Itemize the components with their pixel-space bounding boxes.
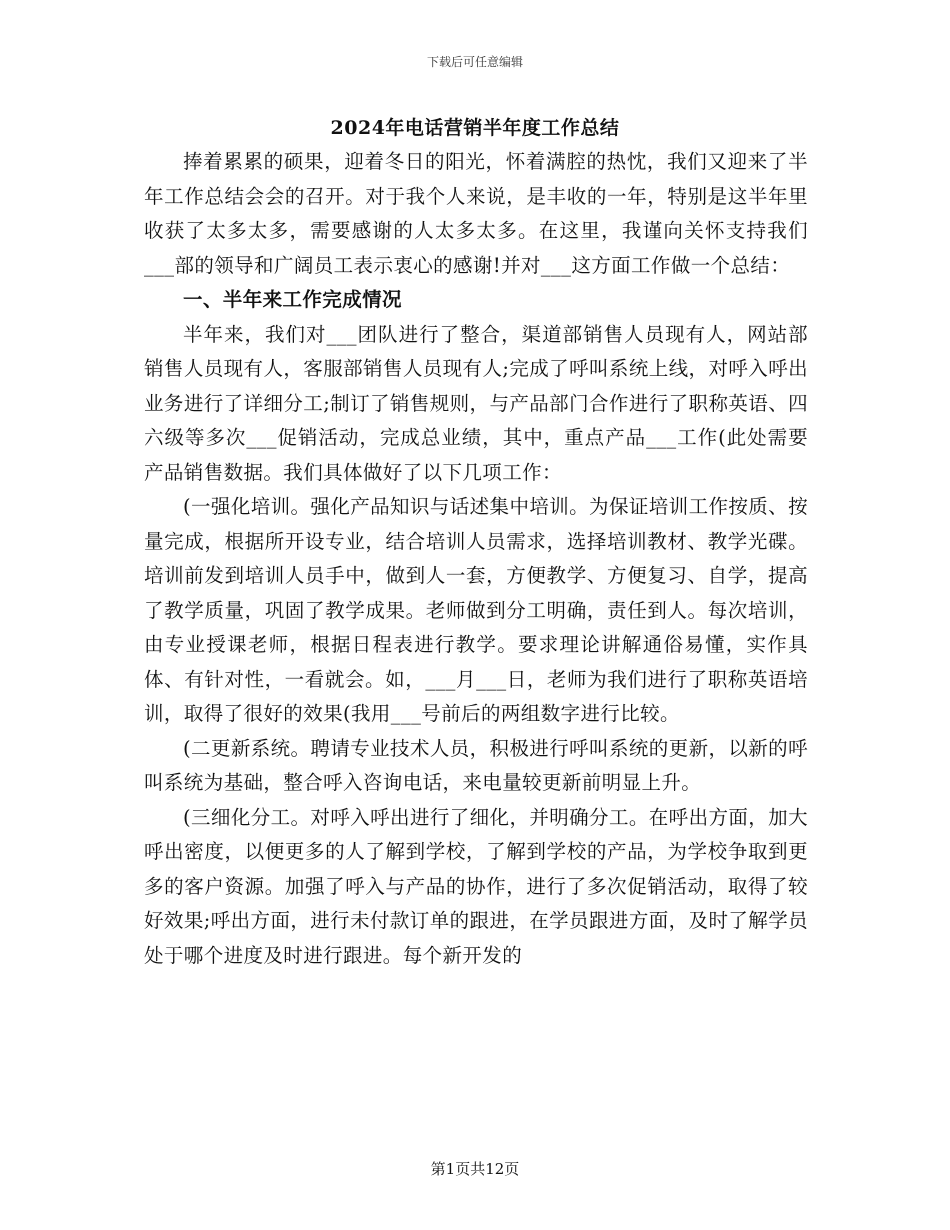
- document-body: [144, 145, 808, 973]
- section-heading: 一、半年来工作完成情况: [183, 288, 402, 311]
- paragraph-training: (一强化培训。强化产品知识与话述集中培训。为保证培训工作按质、按量完成，根据所开设专业，结合培训人员需求，选择培训教材、教学光碟。培训前发到培训人员手中，做到人一套，方便教学、方便复习、自学，提高了教学质量，巩固了教学成果。老师做到分工明确，责任到人。每次培训，由专业授课老师，根据日程表进行教学。要求理论讲解通俗易懂，实作具体、有针对性，一看就会。如，___月___日，老师为我们进行了职称英语培训，取得了很好的效果(我用___号前后的两组数字进行比较。: [144, 495, 808, 725]
- header-note: 下载后可任意编辑: [426, 55, 523, 69]
- paragraph-division-of-labor: (三细化分工。对呼入呼出进行了细化，并明确分工。在呼出方面，加大呼出密度，以便更多的人了解到学校，了解到学校的产品，为学校争取到更多的客户资源。加强了呼入与产品的协作，进行了多次促销活动，取得了较好效果;呼出方面，进行未付款订单的跟进，在学员跟进方面，及时了解学员处于哪个进度及时进行跟进。每个新开发的: [144, 805, 808, 967]
- paragraph-intro: 捧着累累的硕果，迎着冬日的阳光，怀着满腔的热忱，我们又迎来了半年工作总结会会的召开。对于我个人来说，是丰收的一年，特别是这半年里收获了太多太多，需要感谢的人太多太多。在这里，我谨向关怀支持我们___部的领导和广阔员工表示衷心的感谢!并对___这方面工作做一个总结：: [144, 150, 808, 277]
- page-footer: 第1页共12页: [430, 1160, 520, 1178]
- paragraph-system-update: (二更新系统。聘请专业技术人员，积极进行呼叫系统的更新，以新的呼叫系统为基础，整合呼入咨询电话，来电量较更新前明显上升。: [144, 736, 808, 794]
- paragraph-overview: 半年来，我们对___团队进行了整合，渠道部销售人员现有人，网站部销售人员现有人，客服部销售人员现有人;完成了呼叫系统上线，对呼入呼出业务进行了详细分工;制订了销售规则，与产品部门合作进行了职称英语、四六级等多次___促销活动，完成总业绩，其中，重点产品___工作(此处需要产品销售数据。我们具体做好了以下几项工作：: [144, 322, 808, 484]
- document-title: 2024年电话营销半年度工作总结: [330, 117, 620, 139]
